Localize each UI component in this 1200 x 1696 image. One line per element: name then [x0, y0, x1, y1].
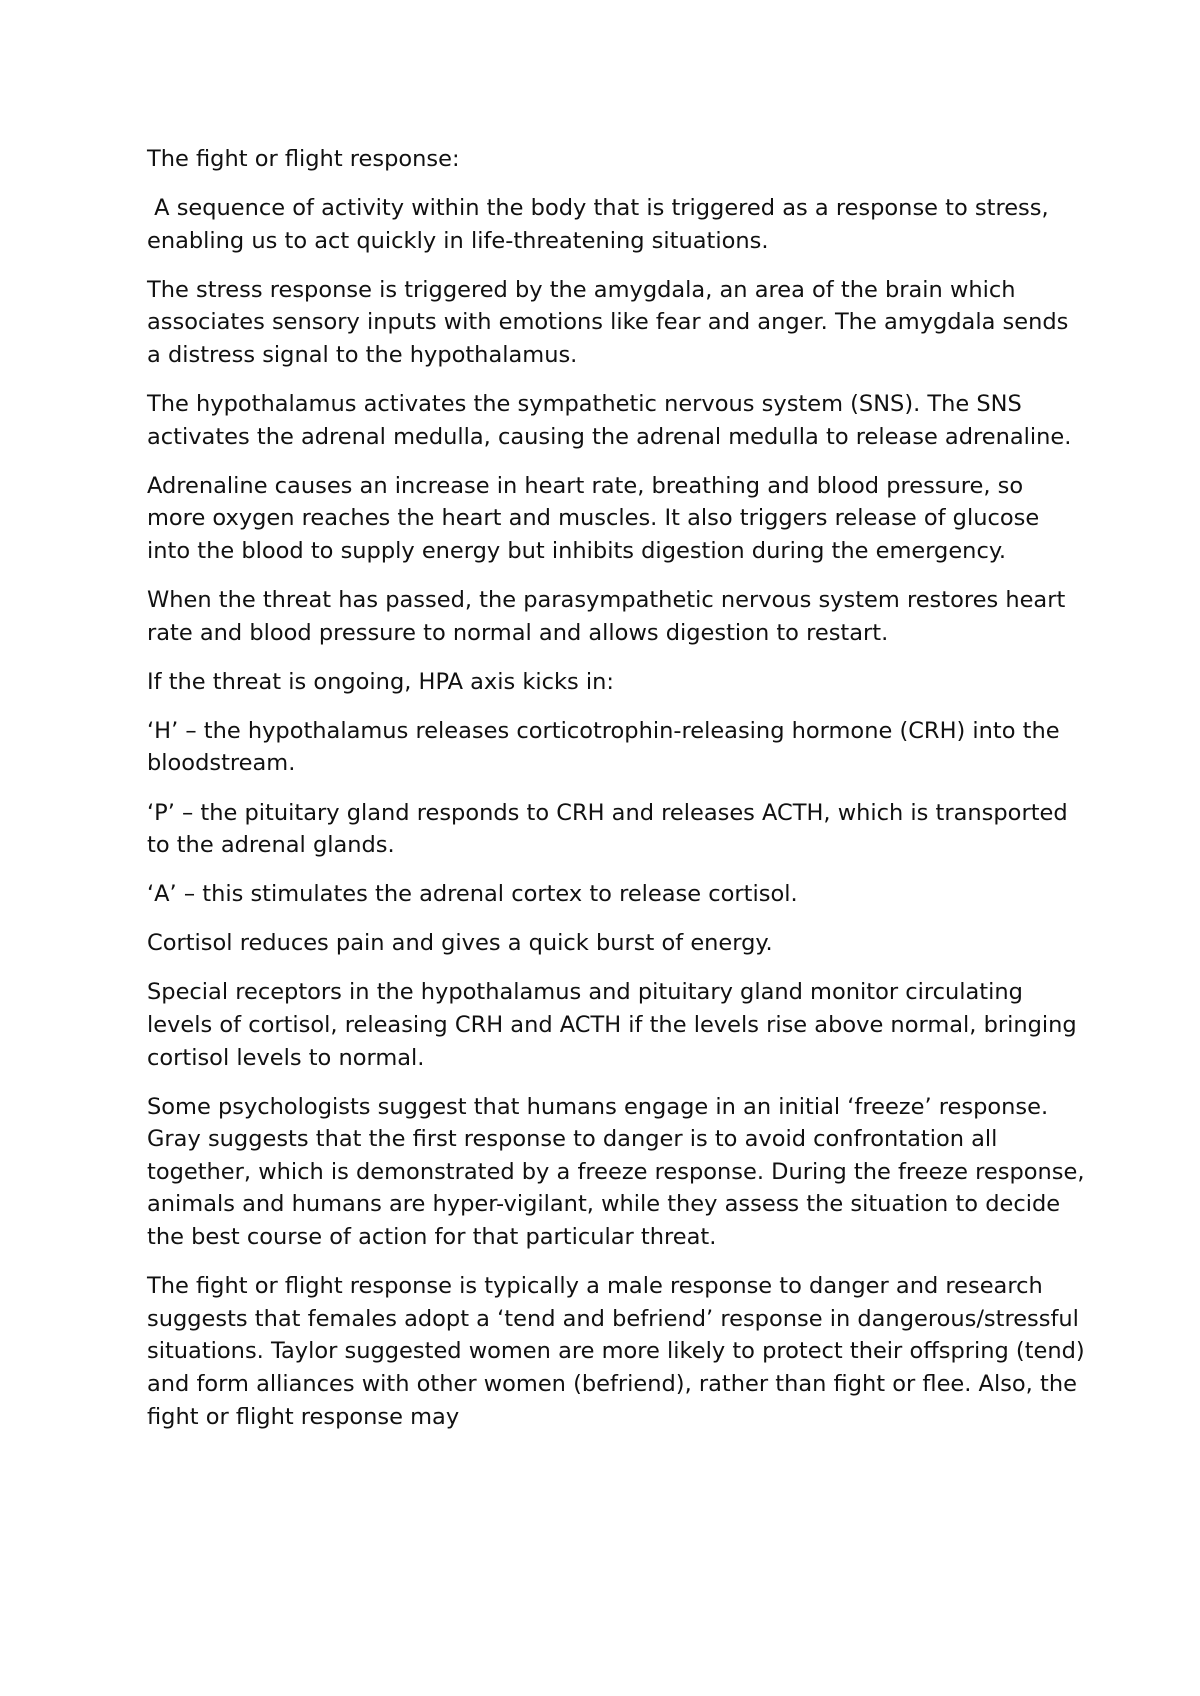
paragraph-hpa-intro: If the threat is ongoing, HPA axis kicks in: [147, 668, 614, 695]
paragraph-hpa-p: ‘P’ – the pituitary gland responds to CRH and releases ACTH, which is transported to the adrenal glands. [147, 799, 1075, 859]
paragraph-tend-befriend: The fight or flight response is typically a male response to danger and research suggests that females adopt a ‘tend and befriend’ response in dangerous/stressful situations. Taylor suggested women are more likely to protect their offspring (tend) and form alliances with other women (befriend), rather than fight or flee. Also, the fight or flight response may [147, 1273, 1092, 1430]
paragraph-adrenaline: Adrenaline causes an increase in heart rate, breathing and blood pressure, so more oxygen reaches the heart and muscles. It also triggers release of glucose into the blood to supply energy but inhibits digestion during the emergency. [147, 472, 1047, 564]
paragraph-hpa-a: ‘A’ – this stimulates the adrenal cortex to release cortisol. [147, 881, 798, 908]
paragraph-hypothalamus-sns: The hypothalamus activates the sympathetic nervous system (SNS). The SNS activates the adrenal medulla, causing the adrenal medulla to release adrenaline. [147, 391, 1072, 450]
paragraph-parasympathetic: When the threat has passed, the parasympathetic nervous system restores heart rate and blood pressure to normal and allows digestion to restart. [147, 587, 1073, 646]
paragraph-hpa-h: ‘H’ – the hypothalamus releases corticotrophin-releasing hormone (CRH) into the bloodstream. [147, 717, 1067, 777]
document-heading: The fight or flight response: [147, 146, 460, 172]
paragraph-freeze: Some psychologists suggest that humans engage in an initial ‘freeze’ response. Gray suggests that the first response to danger is to avoid confrontation all together, which is demonstrated by a freeze response. During the freeze response, animals and humans are hyper-vigilant, while they assess the situation to decide the best course of action for that particular threat. [147, 1093, 1092, 1251]
paragraph-definition: A sequence of activity within the body that is triggered as a response to stress, enabling us to act quickly in life-threatening situations. [147, 195, 1056, 254]
document-body [147, 143, 1092, 1450]
paragraph-receptors: Special receptors in the hypothalamus and pituitary gland monitor circulating levels of cortisol, releasing CRH and ACTH if the levels rise above normal, bringing cortisol levels to normal. [147, 979, 1084, 1071]
paragraph-cortisol: Cortisol reduces pain and gives a quick burst of energy. [147, 930, 773, 957]
paragraph-amygdala: The stress response is triggered by the amygdala, an area of the brain which associates sensory inputs with emotions like fear and anger. The amygdala sends a distress signal to the hypothalamus. [147, 276, 1076, 368]
